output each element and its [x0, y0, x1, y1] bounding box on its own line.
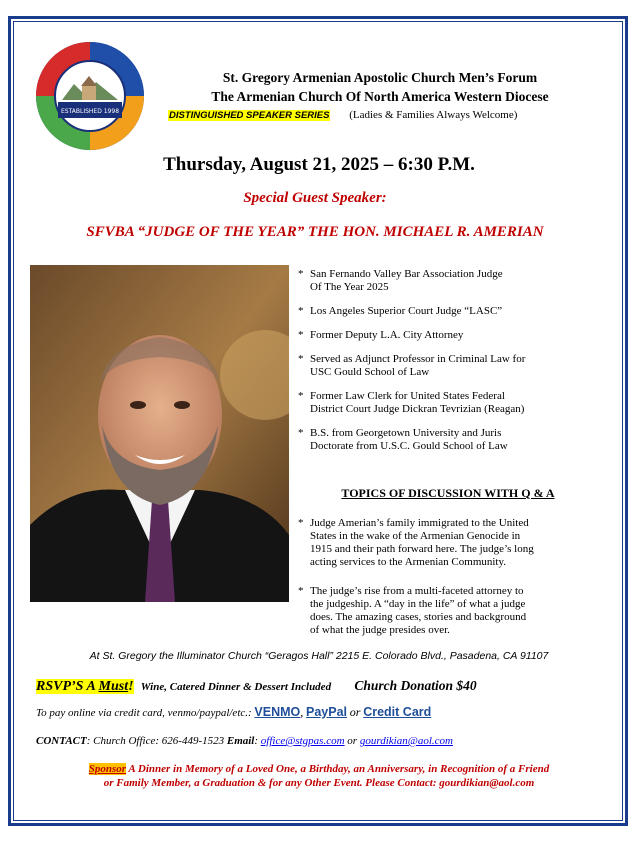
bio-bullet [298, 329, 598, 342]
bio-bullet [298, 268, 598, 294]
topics-heading: TOPICS OF DISCUSSION WITH Q & A [341, 486, 555, 500]
bullet-star: * [298, 268, 304, 280]
welcome-note: (Ladies & Families Always Welcome) [349, 109, 518, 121]
bio-bullet [298, 427, 598, 453]
header-church-name: St. Gregory Armenian Apostolic Church Men’s Forum [222, 70, 538, 85]
bullet-star: * [298, 427, 304, 439]
bio-bullet-list [298, 268, 598, 464]
bullet-line: of what the judge presides over. [310, 624, 450, 636]
logo-year-text: ESTABLISHED 1998 [60, 108, 120, 115]
rsvp-line [36, 678, 477, 695]
bullet-line: USC Gould School of Law [310, 366, 430, 378]
venmo-link[interactable]: VENMO [254, 705, 301, 719]
topic-bullet [298, 585, 603, 637]
event-location: At St. Gregory the Illuminator Church “Geragos Hall” 2215 E. Colorado Blvd., Pasadena, CA 91107 [89, 650, 549, 662]
bio-bullet [298, 353, 598, 379]
bullet-line: San Fernando Valley Bar Association Judge [310, 268, 503, 280]
topics-bullet-list [298, 517, 603, 653]
bullet-line: Of The Year 2025 [310, 281, 389, 293]
payment-or: or [349, 705, 361, 719]
header-diocese: The Armenian Church Of North America Western Diocese [211, 89, 549, 104]
bullet-line: 1915 and their path forward here. The judge’s long [310, 543, 534, 555]
topic-bullet [298, 517, 603, 569]
contact-line [36, 735, 453, 747]
sponsor-text-1: A Dinner in Memory of a Loved One, a Birthday, an Anniversary, in Recognition of a Friend [126, 763, 550, 775]
paypal-link[interactable]: PayPal [306, 705, 348, 719]
bullet-line: acting services to the Armenian Community. [310, 556, 507, 568]
bullet-line: Served as Adjunct Professor in Criminal Law for [310, 353, 526, 365]
bullet-line: Former Deputy L.A. City Attorney [310, 329, 464, 341]
bullet-line: B.S. from Georgetown University and Juris [310, 427, 502, 439]
bullet-line: Former Law Clerk for United States Federal [310, 390, 505, 402]
sponsor-block [0, 762, 638, 790]
speaker-portrait-photo [30, 265, 289, 602]
bio-bullet [298, 305, 598, 318]
contact-or: or [344, 735, 360, 747]
email-colon: : [254, 735, 261, 747]
bullet-line: does. The amazing cases, stories and background [310, 611, 527, 623]
bullet-star: * [298, 585, 304, 597]
rsvp-text: RSVP’S A [36, 679, 99, 694]
rsvp-exclaim: ! [128, 679, 134, 694]
bullet-line: States in the wake of the Armenian Genocide in [310, 530, 521, 542]
rsvp-badge [36, 679, 134, 694]
credit-card-link[interactable]: Credit Card [363, 705, 432, 719]
special-guest-label: Special Guest Speaker: [243, 190, 387, 206]
church-donation: Church Donation $40 [354, 678, 477, 693]
gourdikian-email-link[interactable]: gourdikian@aol.com [359, 735, 453, 747]
speaker-series-badge: DISTINGUISHED SPEAKER SERIES [169, 110, 330, 121]
event-datetime: Thursday, August 21, 2025 – 6:30 P.M. [163, 154, 475, 175]
bio-bullet [298, 390, 598, 416]
bullet-star: * [298, 305, 304, 317]
bullet-line: Doctorate from U.S.C. Gould School of Law [310, 440, 508, 452]
sponsor-line-1 [0, 762, 638, 776]
contact-label: CONTACT [36, 735, 87, 747]
bullet-star: * [298, 329, 304, 341]
rsvp-must: Must [98, 679, 129, 694]
bullet-line: Los Angeles Superior Court Judge “LASC” [310, 305, 503, 317]
bullet-star: * [298, 353, 304, 365]
bullet-star: * [298, 390, 304, 402]
email-label: Email [226, 735, 255, 747]
bullet-line: the judgeship. A “day in the life” of what a judge [310, 598, 526, 610]
payment-intro: To pay online via credit card, venmo/paypal/etc.: [36, 707, 252, 719]
header-series-line [168, 109, 517, 121]
speaker-name: SFVBA “JUDGE OF THE YEAR” THE HON. MICHAEL R. AMERIAN [86, 224, 544, 240]
bullet-star: * [298, 517, 304, 529]
payment-comma: , [300, 705, 304, 719]
sponsor-line-2: or Family Member, a Graduation & for any Other Event. Please Contact: gourdikian@aol.com [103, 777, 535, 789]
church-office-phone: : Church Office: 626-449-1523 [86, 735, 227, 747]
included-items: Wine, Catered Dinner & Dessert Included [140, 681, 332, 693]
payment-line [36, 705, 431, 720]
mens-forum-logo [34, 40, 146, 152]
sponsor-word: Sponsor [88, 763, 127, 775]
bullet-line: Judge Amerian’s family immigrated to the United [310, 517, 529, 529]
bullet-line: The judge’s rise from a multi-faceted attorney to [310, 585, 524, 597]
office-email-link[interactable]: office@stgpas.com [260, 735, 345, 747]
bullet-line: District Court Judge Dickran Tevrizian (Reagan) [310, 403, 525, 415]
